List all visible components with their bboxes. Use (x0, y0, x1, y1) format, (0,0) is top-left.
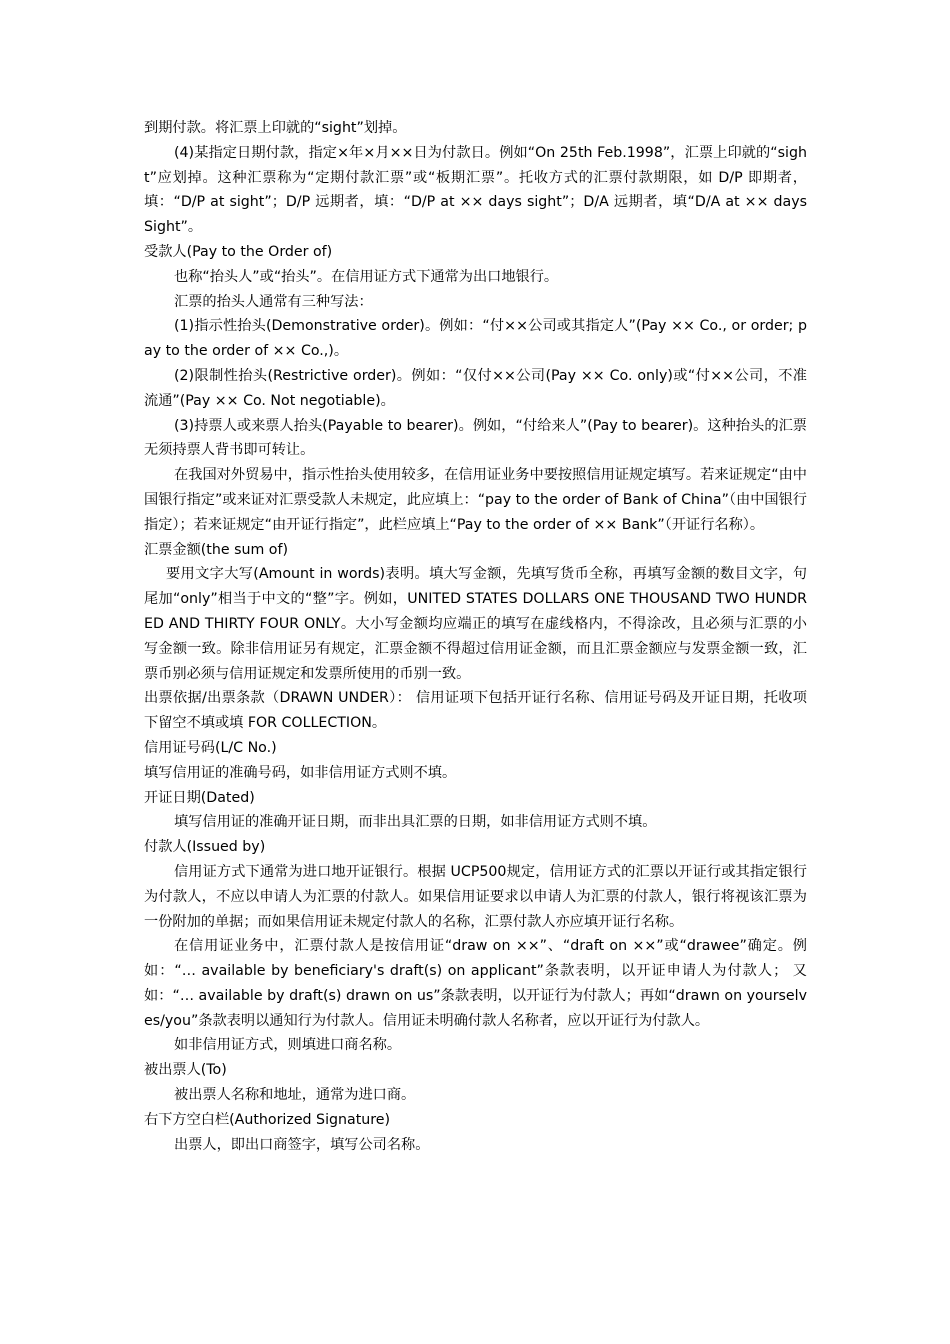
paragraph-payee-three-forms: 汇票的抬头人通常有三种写法： (174, 293, 373, 310)
document-body (144, 116, 807, 1157)
paragraph-to: 被出票人名称和地址，通常为进口商。 (174, 1087, 416, 1104)
paragraph-payable-to-bearer: (3)持票人或来票人抬头(Payable to bearer)。例如，“付给来人”(Pay to bearer)。这种抬头的汇票无须持票人背书即可转让。 (144, 417, 807, 459)
paragraph-authorized-signature: 出票人，即出口商签字，填写公司名称。 (174, 1136, 430, 1153)
paragraph-non-lc-drawee: 如非信用证方式，则填进口商名称。 (174, 1037, 402, 1054)
paragraph-sight-continuation: 到期付款。将汇票上印就的“sight”划掉。 (144, 120, 407, 136)
paragraph-drawn-under: 出票依据/出票条款（DRAWN UNDER）： 信用证项下包括开证行名称、信用证号码及开证日期，托收项下留空不填或填 FOR COLLECTION。 (144, 690, 807, 732)
section-heading-dated: 开证日期(Dated) (144, 789, 255, 806)
paragraph-fixed-date-payment: (4)某指定日期付款，指定×年×月××日为付款日。例如“On 25th Feb.1998”，汇票上印就的“sight”应划掉。这种汇票称为“定期付款汇票”或“板期汇票”。托收方式的汇票付款期限，如 D/P 即期者，填：“D/P at sight”；D/P 远期者，填：“D/P at ×× days sight”；D/A 远期者，填“D/A at ×× days Sight”。 (144, 144, 807, 236)
paragraph-amount-in-words: 要用文字大写(Amount in words)表明。填大写金额，先填写货币全称，再填写金额的数目文字，句尾加“only”相当于中文的“整”字。例如，UNITED STATES DOLLARS ONE THOUSAND TWO HUNDRED AND THIRTY FOUR ONLY。大小写金额均应端正的填写在虚线格内，不得涂改，且必须与汇票的小写金额一致。除非信用证另有规定，汇票金额不得超过信用证金额，而且汇票金额应与发票金额一致，汇票币别必须与信用证规定和发票所使用的币别一致。 (144, 566, 807, 682)
paragraph-lc-no: 填写信用证的准确号码，如非信用证方式则不填。 (144, 764, 457, 781)
section-heading-to: 被出票人(To) (144, 1062, 227, 1079)
paragraph-payee-definition: 也称“抬头人”或“抬头”。在信用证方式下通常为出口地银行。 (174, 268, 559, 285)
section-heading-issued-by: 付款人(Issued by) (144, 839, 266, 856)
section-heading-payee: 受款人(Pay to the Order of) (144, 243, 333, 260)
section-heading-sum-of: 汇票金额(the sum of) (144, 541, 289, 558)
paragraph-dated: 填写信用证的准确开证日期，而非出具汇票的日期，如非信用证方式则不填。 (174, 814, 657, 831)
paragraph-demonstrative-order: (1)指示性抬头(Demonstrative order)。例如：“付××公司或其指定人”(Pay ×× Co., or order; pay to the order of ×× Co.,)。 (144, 318, 807, 360)
paragraph-restrictive-order: (2)限制性抬头(Restrictive order)。例如：“仅付××公司(Pay ×× Co. only)或“付××公司，不准流通”(Pay ×× Co. Not negotiable)。 (144, 367, 807, 409)
paragraph-payee-practice: 在我国对外贸易中，指示性抬头使用较多，在信用证业务中要按照信用证规定填写。若来证规定“由中国银行指定”或来证对汇票受款人未规定，此应填上：“pay to the order of Bank of China”（由中国银行指定）；若来证规定“由开证行指定”，此栏应填上“Pay to the order of ×× Bank”（开证行名称）。 (144, 467, 807, 533)
paragraph-drawee-examples: 在信用证业务中，汇票付款人是按信用证“draw on ××”、“draft on ××”或“drawee”确定。例如：“… available by beneficiary's draft(s) on applicant”条款表明，以开证申请人为付款人； 又如：“… available by draft(s) drawn on us”条款表明，以开证行为付款人；再如“drawn on yourselves/you”条款表明以通知行为付款人。信用证未明确付款人名称者，应以开证行为付款人。 (144, 938, 807, 1029)
paragraph-issued-by-ucp500: 信用证方式下通常为进口地开证银行。根据 UCP500规定，信用证方式的汇票以开证行或其指定银行为付款人，不应以申请人为汇票的付款人。如果信用证要求以申请人为汇票的付款人，银行将视该汇票为一份附加的单据；而如果信用证未规定付款人的名称，汇票付款人亦应填开证行名称。 (144, 863, 807, 930)
section-heading-lc-no: 信用证号码(L/C No.) (144, 739, 277, 756)
section-heading-authorized-signature: 右下方空白栏(Authorized Signature) (144, 1111, 391, 1128)
